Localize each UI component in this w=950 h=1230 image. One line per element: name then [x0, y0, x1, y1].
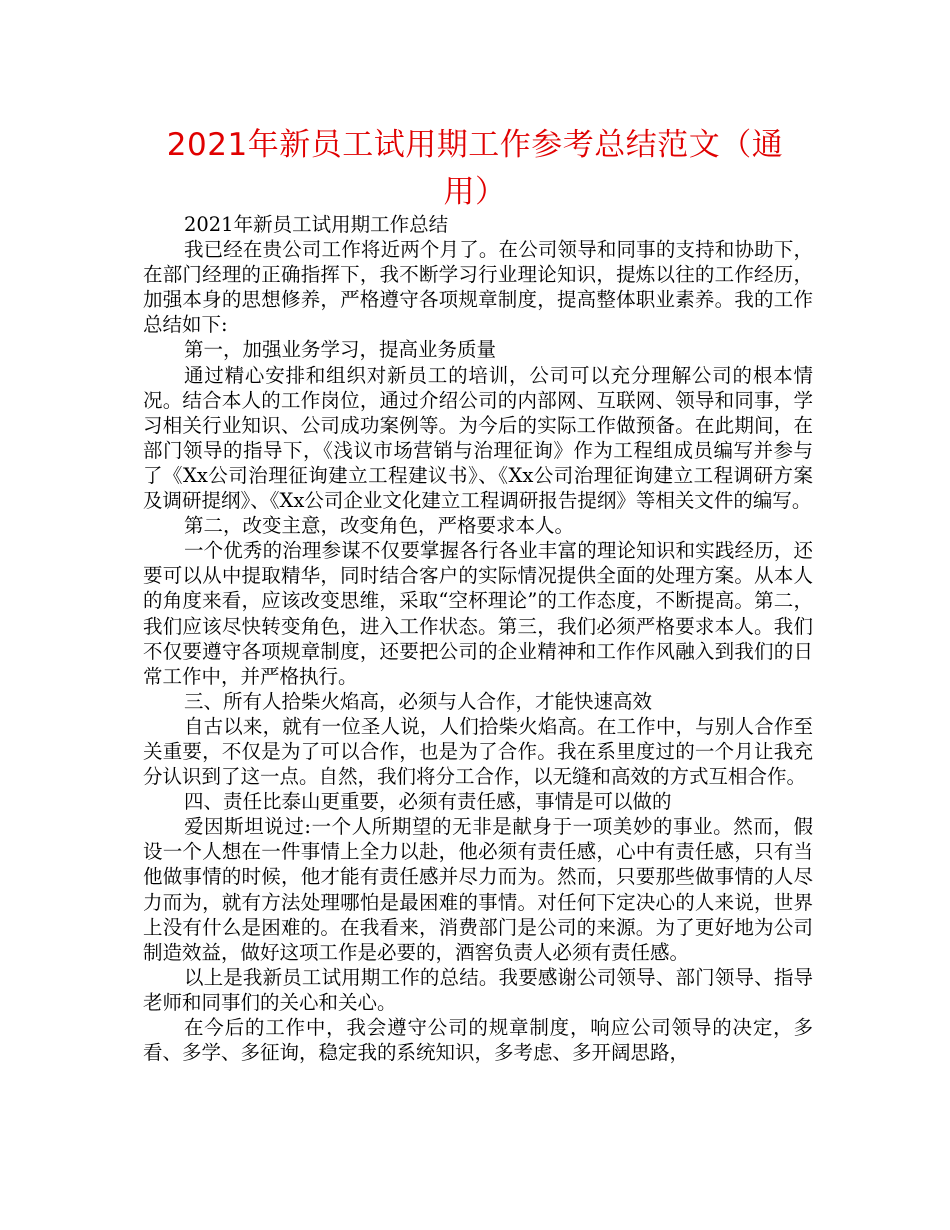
- body-paragraph: 以上是我新员工试用期工作的总结。我要感谢公司领导、部门领导、指导老师和同事们的关心和关心。: [143, 965, 813, 1014]
- document-body: [143, 212, 813, 1065]
- body-paragraph: 2021年新员工试用期工作总结: [183, 213, 449, 236]
- body-paragraph: 我已经在贵公司工作将近两个月了。在公司领导和同事的支持和协助下，在部门经理的正确指挥下，我不断学习行业理论知识，提炼以往的工作经历，加强本身的思想修养，严格遵守各项规章制度，提高整体职业素养。我的工作总结如下:: [143, 238, 813, 337]
- section-heading: 四、责任比泰山更重要，必须有责任感，事情是可以做的: [183, 790, 672, 814]
- document-title: 2021年新员工试用期工作参考总结范文（通用）: [166, 127, 784, 210]
- section-heading: 第二，改变主意，改变角色，严格要求本人。: [183, 514, 574, 538]
- body-paragraph: 在今后的工作中，我会遵守公司的规章制度，响应公司领导的决定，多看、多学、多征询，稳定我的系统知识，多考虑、多开阔思路，: [143, 1016, 813, 1065]
- section-heading: 三、所有人拾柴火焰高，必须与人合作，才能快速高效: [183, 689, 652, 713]
- body-paragraph: 爱因斯坦说过:一个人所期望的无非是献身于一项美妙的事业。然而，假设一个人想在一件事情上全力以赴，他必须有责任感，心中有责任感，只有当他做事情的时候，他才能有责任感并尽力而为。然而，只要那些做事情的人尽力而为，就有方法处理哪怕是最困难的事情。对任何下定决心的人来说，世界上没有什么是困难的。在我看来，消费部门是公司的来源。为了更好地为公司制造效益，做好这项工作是必要的，酒窖负责人必须有责任感。: [143, 815, 813, 964]
- body-paragraph: 通过精心安排和组织对新员工的培训，公司可以充分理解公司的根本情况。结合本人的工作岗位，通过介绍公司的内部网、互联网、领导和同事，学习相关行业知识、公司成功案例等。为今后的实际工作做预备。在此期间，在部门领导的指导下，《浅议市场营销与治理征询》作为工程组成员编写并参与了《Xx公司治理征询建立工程建议书》、《Xx公司治理征询建立工程调研方案及调研提纲》、《Xx公司企业文化建立工程调研报告提纲》等相关文件的编写。: [143, 363, 813, 513]
- body-paragraph: 自古以来，就有一位圣人说，人们拾柴火焰高。在工作中，与别人合作至关重要，不仅是为了可以合作，也是为了合作。我在系里度过的一个月让我充分认识到了这一点。自然，我们将分工合作，以无缝和高效的方式互相合作。: [143, 714, 813, 789]
- body-paragraph: 一个优秀的治理参谋不仅要掌握各行各业丰富的理论知识和实践经历，还要可以从中提取精华，同时结合客户的实际情况提供全面的处理方案。从本人的角度来看，应该改变思维，采取“空杯理论”的工作态度，不断提高。第二，我们应该尽快转变角色，进入工作状态。第三，我们必须严格要求本人。我们不仅要遵守各项规章制度，还要把公司的企业精神和工作作风融入到我们的日常工作中，并严格执行。: [143, 539, 813, 688]
- section-heading: 第一，加强业务学习，提高业务质量: [183, 338, 496, 362]
